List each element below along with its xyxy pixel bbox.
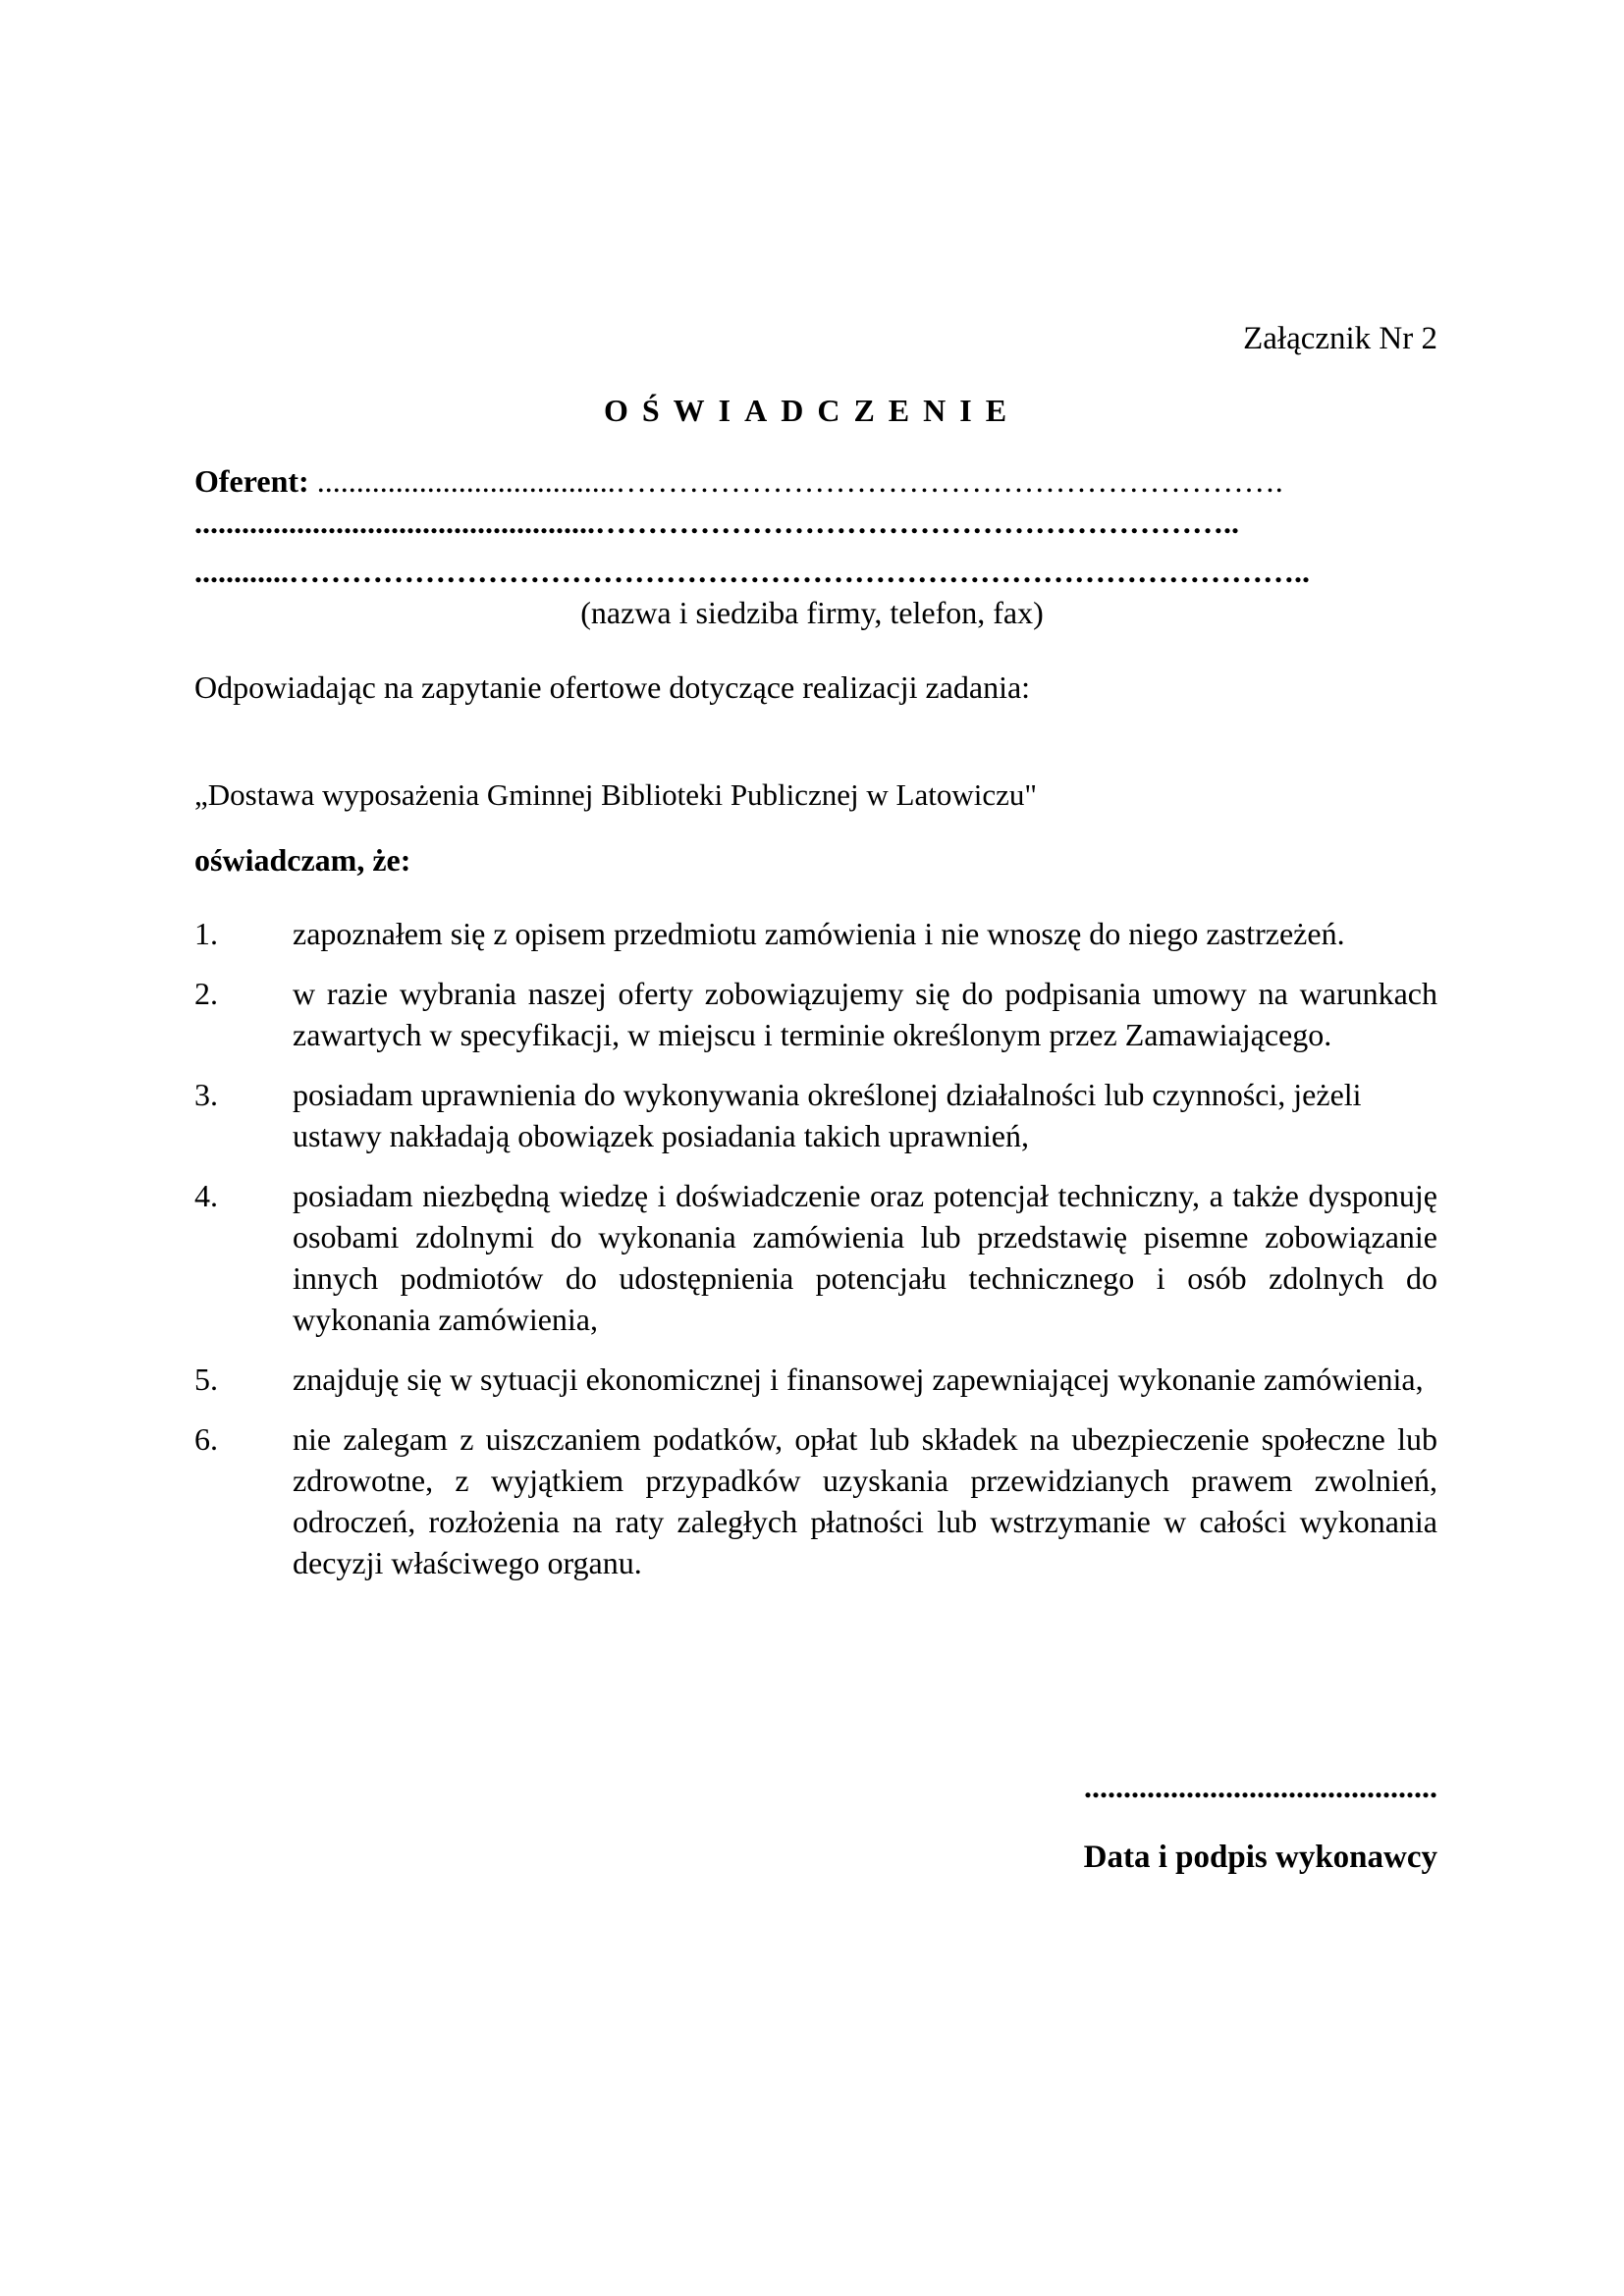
list-item bbox=[194, 913, 1437, 954]
list-item bbox=[194, 1074, 1437, 1156]
list-item-number: 1. bbox=[194, 916, 218, 951]
list-item-number: 2. bbox=[194, 976, 218, 1011]
list-item-number: 4. bbox=[194, 1178, 218, 1213]
list-item bbox=[194, 1418, 1437, 1583]
list-item-text: znajduję się w sytuacji ekonomicznej i finansowej zapewniającej wykonanie zamówienia, bbox=[293, 1362, 1424, 1397]
document-title: OŚWIADCZENIE bbox=[603, 393, 1021, 428]
list-item-number: 5. bbox=[194, 1362, 218, 1397]
bidder-label: Oferent: bbox=[194, 463, 309, 499]
bidder-fill-dots-3: ............…………………………………………………………………………………….. bbox=[194, 554, 1310, 589]
declaration-heading: oświadczam, że: bbox=[194, 842, 411, 878]
task-name: „Dostawa wyposażenia Gminnej Biblioteki Publicznej w Latowiczu" bbox=[194, 777, 1038, 812]
intro-text: Odpowiadając na zapytanie ofertowe dotyczące realizacji zadania: bbox=[194, 669, 1031, 705]
list-item-text: w razie wybrania naszej oferty zobowiązujemy się do podpisania umowy na warunkach zawartych w specyfikacji, w miejscu i terminie określonym przez Zamawiającego. bbox=[293, 976, 1437, 1052]
bidder-fill-dots-1: ......................................………………………………………………………. bbox=[308, 463, 1283, 499]
annex-number: Załącznik Nr 2 bbox=[1243, 321, 1437, 356]
list-item-number: 3. bbox=[194, 1077, 218, 1112]
bidder-caption: (nazwa i siedziba firmy, telefon, fax) bbox=[580, 595, 1044, 630]
list-item bbox=[194, 1175, 1437, 1340]
list-item-number: 6. bbox=[194, 1421, 218, 1457]
list-item bbox=[194, 1359, 1437, 1400]
list-item-text: posiadam niezbędną wiedzę i doświadczenie oraz potencjał techniczny, a także dysponuję osobami zdolnymi do wykonania zamówienia lub przedstawię pisemne zobowiązanie innych podmiotów do udostępnienia potencjału technicznego i osób zdolnych do wykonania zamówienia, bbox=[293, 1178, 1437, 1337]
signature-label: Data i podpis wykonawcy bbox=[1083, 1840, 1437, 1875]
list-item bbox=[194, 973, 1437, 1055]
list-item-text: zapoznałem się z opisem przedmiotu zamówienia i nie wnoszę do niego zastrzeżeń. bbox=[293, 916, 1345, 951]
bidder-fill-dots-2: ...................................................…………………………………………………….. bbox=[194, 505, 1239, 540]
declaration-list bbox=[194, 913, 1437, 1602]
bidder-line-1 bbox=[194, 461, 1437, 501]
list-item-text: posiadam uprawnienia do wykonywania określonej działalności lub czynności, jeżeli ustawy nakładają obowiązek posiadania takich uprawnień, bbox=[293, 1077, 1362, 1153]
list-item-text: nie zalegam z uiszczaniem podatków, opłat lub składek na ubezpieczenie społeczne lub zdrowotne, z wyjątkiem przypadków uzyskania przewidzianych prawem zwolnień, odroczeń, rozłożenia na raty zaległych płatności lub wstrzymanie w całości wykonania decyzji właściwego organu. bbox=[293, 1421, 1437, 1580]
signature-line: ............................................. bbox=[1084, 1769, 1437, 1804]
